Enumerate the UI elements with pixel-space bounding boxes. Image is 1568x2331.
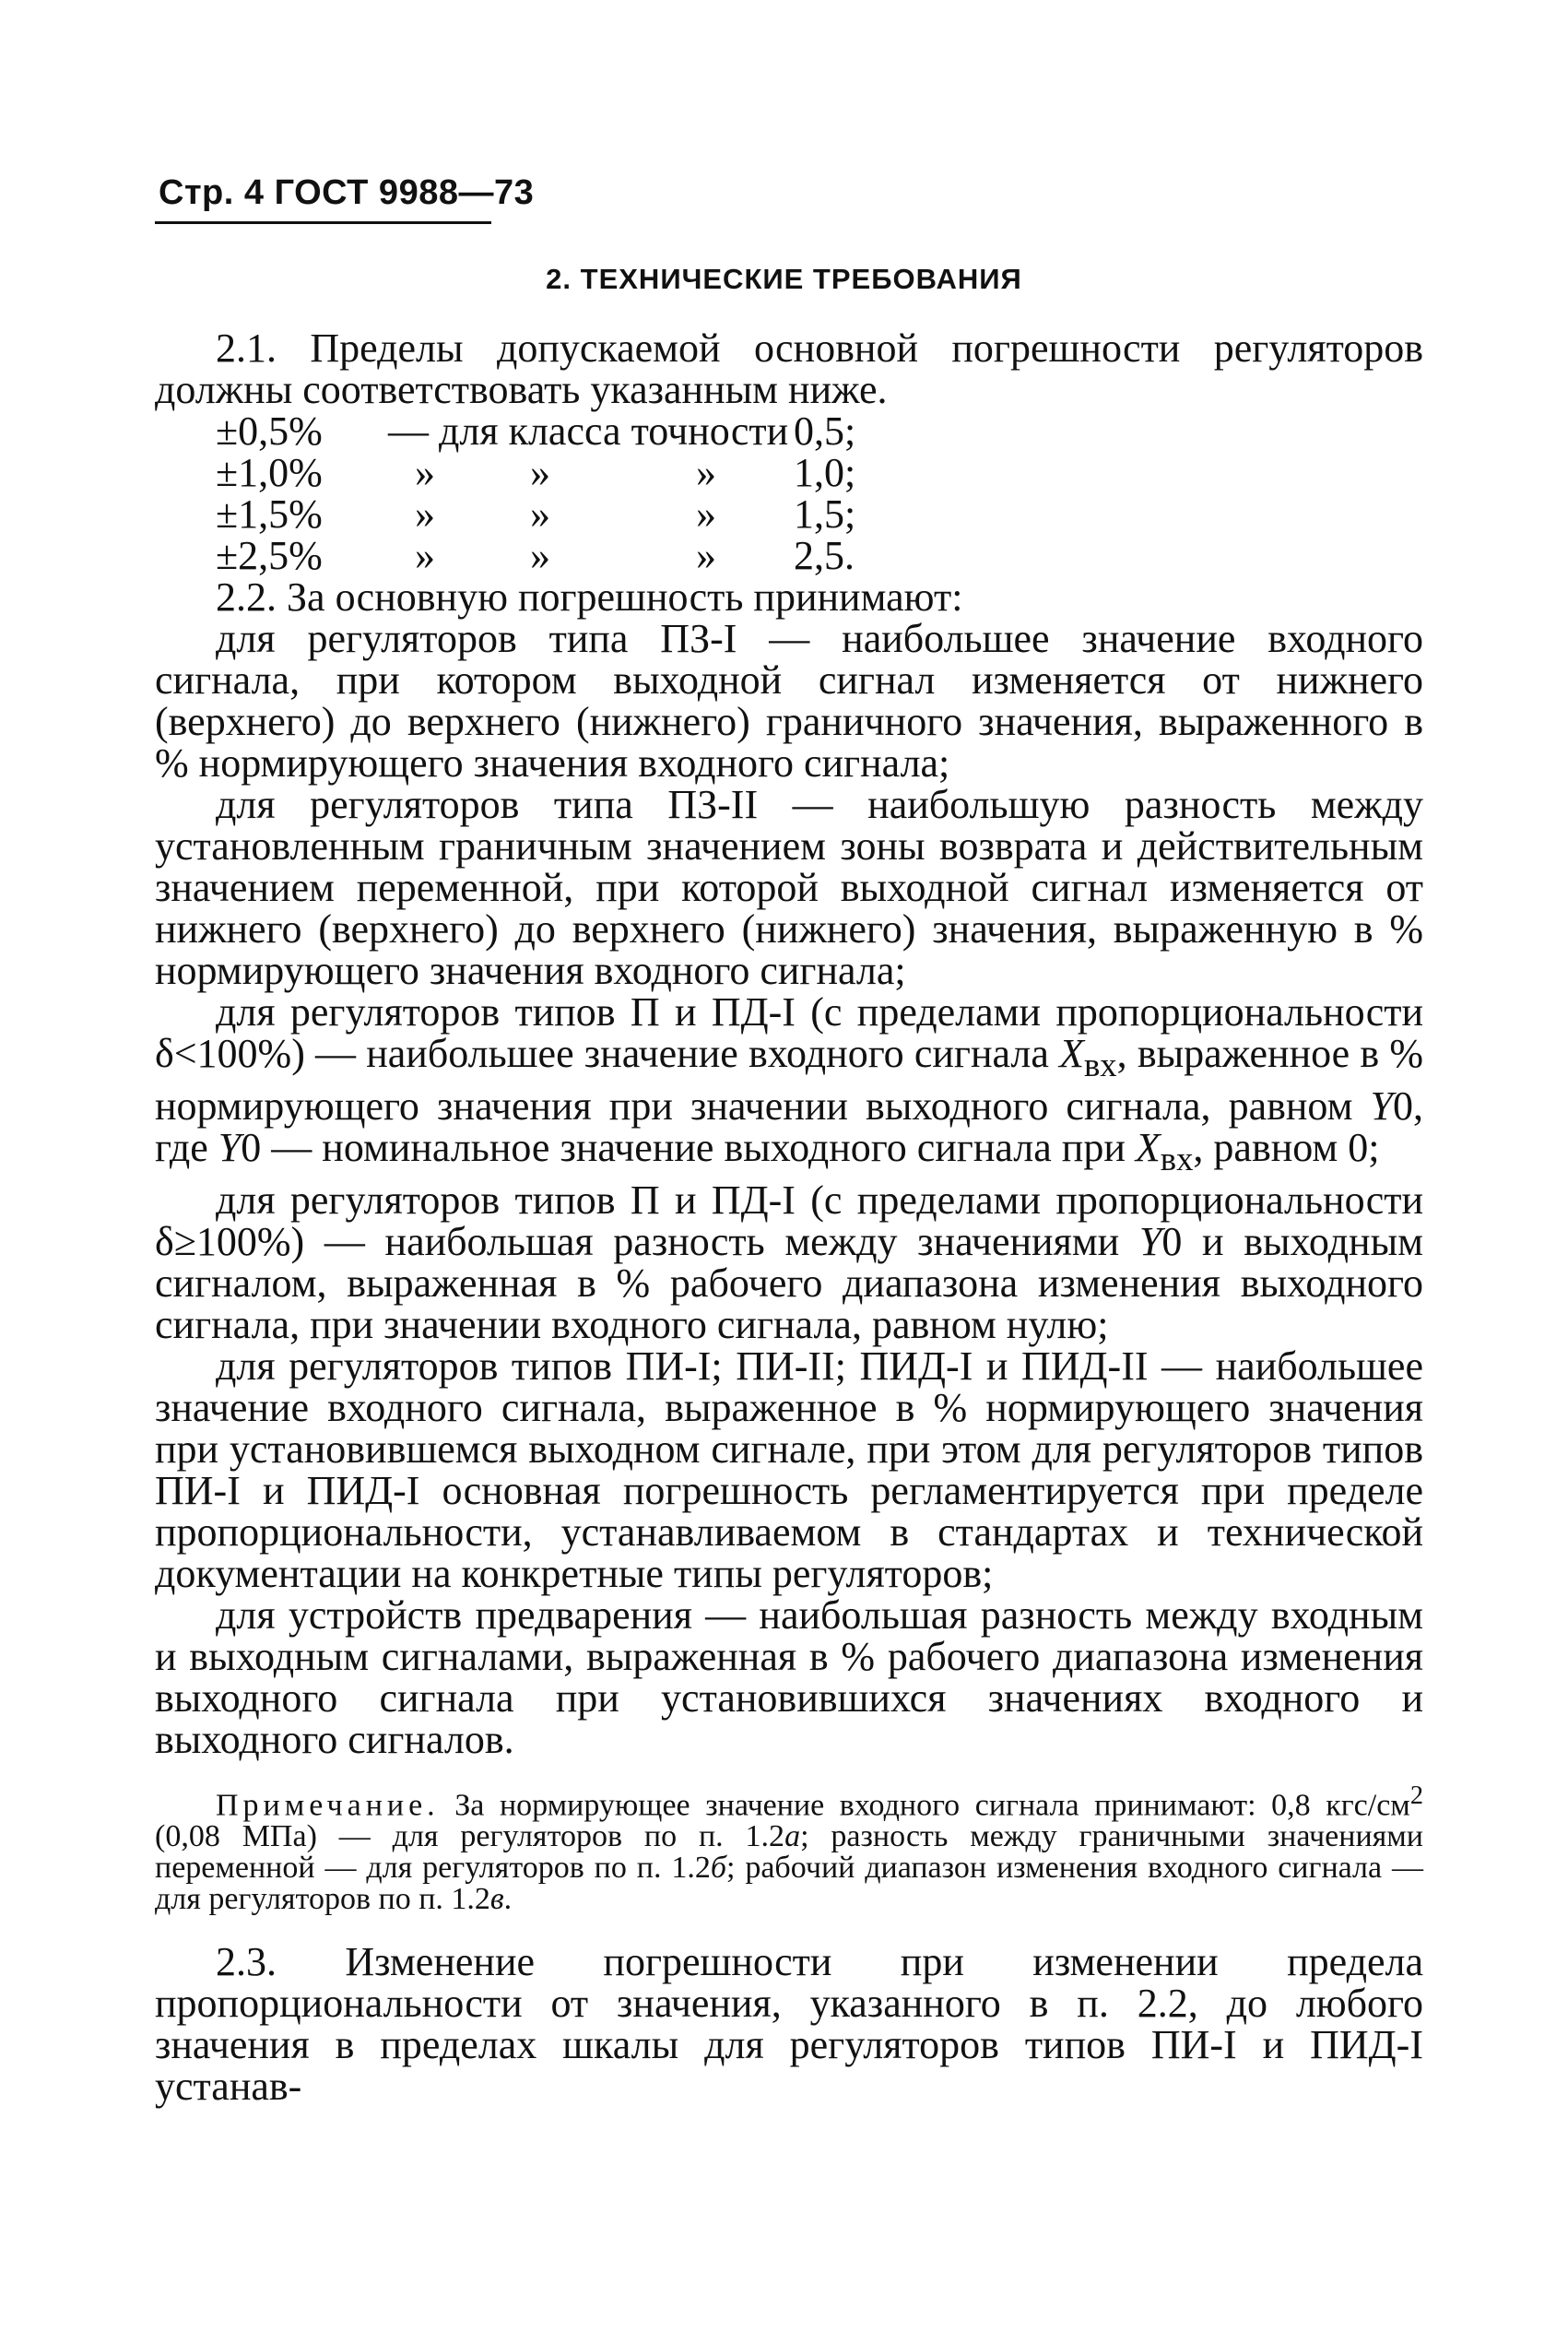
note-label: Примечание. xyxy=(216,1787,440,1822)
paragraph-2-3: 2.3. Изменение погрешности при изменении предела пропорциональности от значения, указанного в п. 2.2, до любого значения в пределах шкалы для регуляторов типов ПИ-I и ПИД-I устанав- xyxy=(155,1938,1423,2109)
ditto-mark: » xyxy=(530,450,550,495)
text-run: для регуляторов типов П и ПД-I (с пределами пропорциональности δ<100%) — наибольшее значение входного сигнала xyxy=(155,989,1423,1076)
paragraph-pz-2: для регуляторов типа ПЗ-II — наибольшую разность между установленным граничным значением зоны возврата и действительным значением переменной, при которой выходной сигнал изменяется от нижнего (верхнего) до верхнего (нижнего) значения, выраженную в % нормирующего значения входного сигнала; xyxy=(155,782,1423,993)
text-run: , выраженное в % нормирующего значения при значении выходного сигнала, равном xyxy=(155,1031,1423,1129)
document-body xyxy=(155,327,1423,2107)
clause-ref-letter: в xyxy=(489,1881,504,1916)
error-limit-value: ±2,5% xyxy=(216,533,323,578)
text-run: ; разность между граничными значениями переменной — для регуляторов по п. 1.2 xyxy=(155,1818,1423,1885)
input-signal-subscript: вх xyxy=(1160,1139,1194,1177)
accuracy-class-value: 2,5. xyxy=(794,533,855,578)
text-run: и выходным сигналом, выраженная в % рабочего диапазона изменения выходного сигнала, при значении входного сигнала, равном нулю; xyxy=(155,1218,1424,1347)
paragraph-pz-1: для регуляторов типа ПЗ-I — наибольшее значение входного сигнала, при котором выходной сигнал изменяется от нижнего (верхнего) до верхнего (нижнего) граничного значения, выраженного в % нормирующего значения входного сигнала; xyxy=(155,616,1423,786)
error-limit-value: ±1,5% xyxy=(216,491,323,537)
text-run: За нормирующее значение входного сигнала принимают: 0,8 кгс/см xyxy=(439,1787,1410,1822)
error-limit-value: ±1,0% xyxy=(216,450,323,495)
accuracy-row xyxy=(216,493,867,535)
paragraph-lead-devices: для устройств предварения — наибольшая разность между входным и выходным сигналами, выраженная в % рабочего диапазона изменения выходного сигнала при установившихся значениях входного и выходного сигналов. xyxy=(155,1591,1423,1762)
ditto-mark: » xyxy=(415,450,435,495)
clause-ref-letter: а xyxy=(784,1818,801,1853)
input-signal-symbol: X xyxy=(1135,1124,1161,1170)
text-run: , равном 0; xyxy=(1193,1124,1380,1170)
accuracy-row xyxy=(216,452,867,493)
paragraph-pi-pid: для регуляторов типов ПИ-I; ПИ-II; ПИД-I и ПИД-II — наибольшее значение входного сигнала, выраженное в % нормирующего значения при установившемся выходном сигнале, при этом для регуляторов типов ПИ-I и ПИД-I основная погрешность регламентируется при пределе пропорциональности, устанавливаемом в стандартах и технической документации на конкретные типы регуляторов; xyxy=(155,1343,1423,1596)
text-run: . xyxy=(503,1881,513,1916)
section-title: 2. ТЕХНИЧЕСКИЕ ТРЕБОВАНИЯ xyxy=(546,263,1022,295)
ditto-mark: » xyxy=(415,533,435,578)
output-signal-subscript: 0 xyxy=(1393,1083,1413,1129)
output-signal-symbol: Y xyxy=(1138,1218,1162,1264)
input-signal-symbol: X xyxy=(1059,1031,1084,1076)
accuracy-row xyxy=(216,410,867,452)
accuracy-class-value: 1,0; xyxy=(794,450,856,495)
output-signal-subscript: 0 xyxy=(241,1124,262,1170)
ditto-mark: » xyxy=(415,491,435,537)
output-signal-symbol: Y xyxy=(1370,1083,1393,1129)
text-run: для регуляторов типов П и ПД-I (с пределами пропорциональности δ≥100%) — наибольшая разность между значениями xyxy=(155,1177,1423,1264)
input-signal-subscript: вх xyxy=(1084,1045,1117,1083)
superscript: 2 xyxy=(1409,1781,1423,1810)
accuracy-row-text: — для класса точности xyxy=(388,408,789,454)
accuracy-class-list xyxy=(216,410,867,576)
error-limit-value: ±0,5% xyxy=(216,408,323,454)
ditto-mark: » xyxy=(530,533,550,578)
header-underline xyxy=(155,221,491,224)
accuracy-class-value: 1,5; xyxy=(794,491,856,537)
text-run: ; рабочий диапазон изменения входного сигнала — для регуляторов по п. 1.2 xyxy=(155,1850,1423,1916)
text-run: (0,08 МПа) — для регуляторов по п. 1.2 xyxy=(155,1818,785,1853)
text-run: , где xyxy=(155,1083,1423,1170)
paragraph-2-1: 2.1. Пределы допускаемой основной погрешности регуляторов должны соответствовать указанным ниже. xyxy=(155,325,1423,412)
paragraph-p-pd-high-band xyxy=(155,1179,1423,1345)
ditto-mark: » xyxy=(696,450,716,495)
ditto-mark: » xyxy=(696,491,716,537)
page-header: Стр. 4 ГОСТ 9988—73 xyxy=(159,173,535,212)
ditto-mark: » xyxy=(696,533,716,578)
text-run: — номинальное значение выходного сигнала при xyxy=(261,1124,1136,1170)
output-signal-subscript: 0 xyxy=(1161,1218,1183,1264)
output-signal-symbol: Y xyxy=(218,1124,242,1170)
clause-ref-letter: б xyxy=(710,1850,726,1885)
note xyxy=(155,1781,1423,1915)
paragraph-p-pd-low-band xyxy=(155,991,1423,1179)
paragraph-2-2: 2.2. За основную погрешность принимают: xyxy=(216,574,963,620)
accuracy-class-value: 0,5; xyxy=(794,408,856,454)
accuracy-row xyxy=(216,535,867,576)
ditto-mark: » xyxy=(530,491,550,537)
